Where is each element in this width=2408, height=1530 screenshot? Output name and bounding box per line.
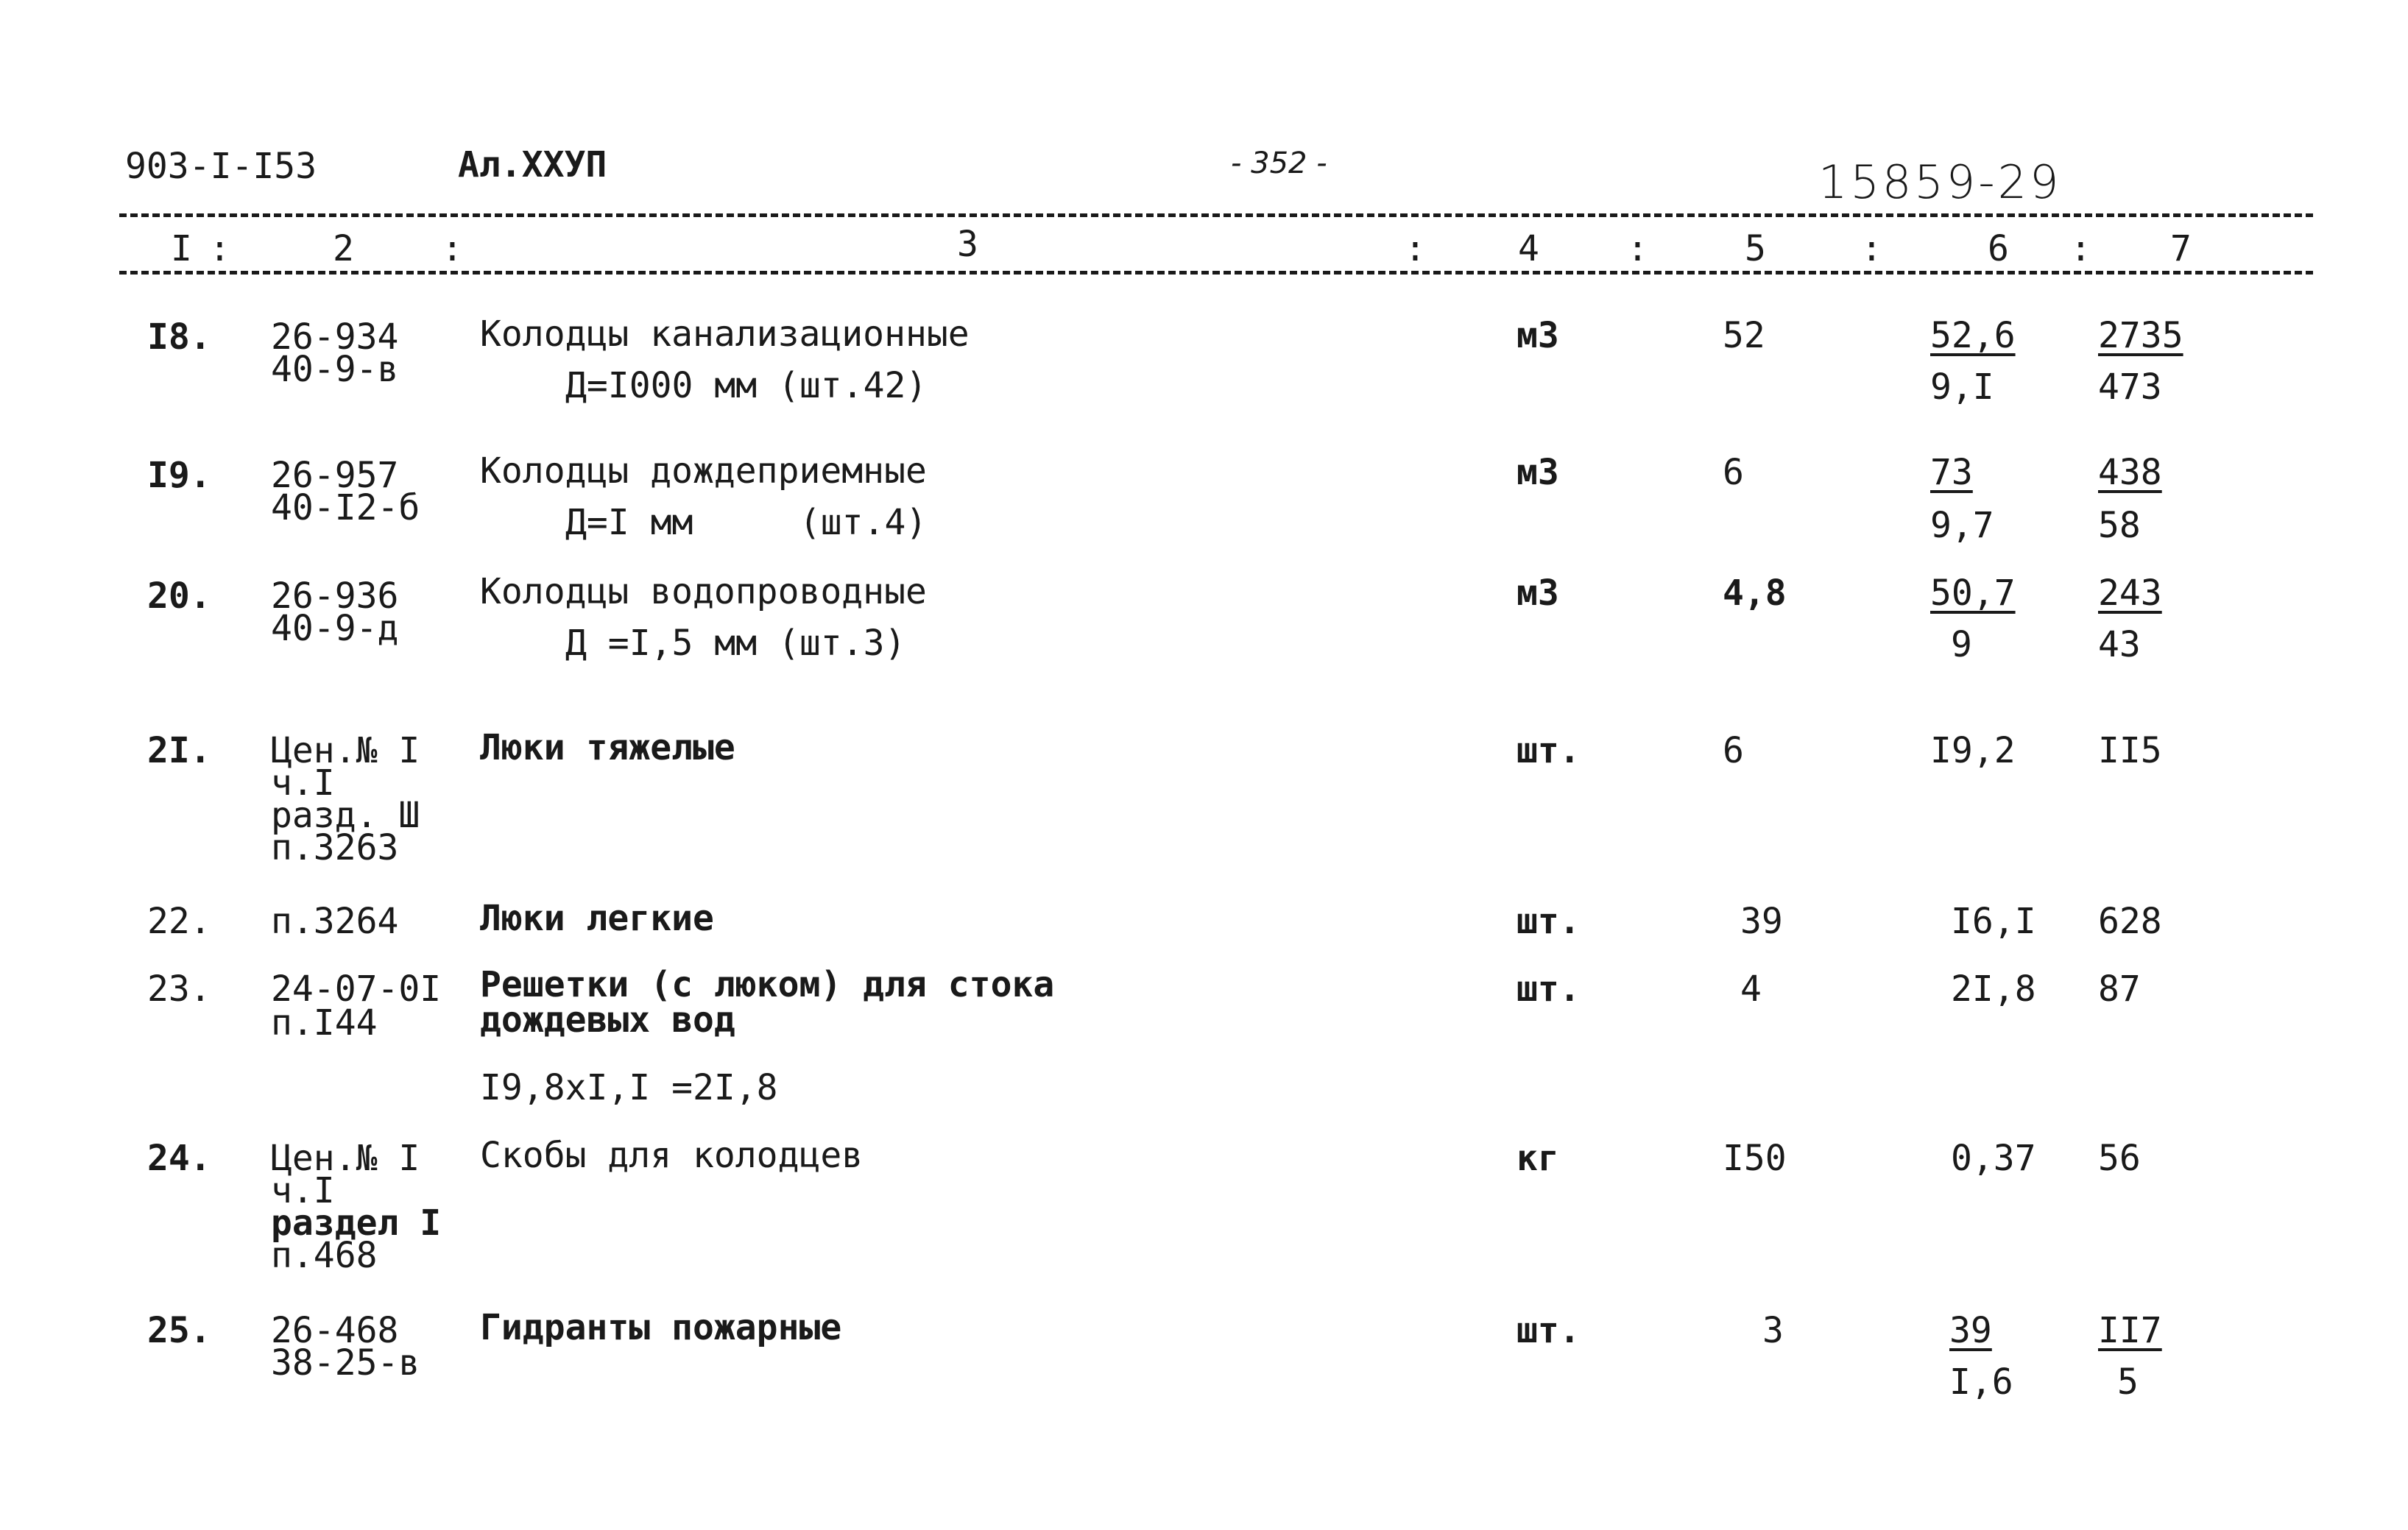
row-price: 50,7 — [1930, 573, 2016, 614]
row-name: дождевых вод — [480, 999, 735, 1041]
inventory-number: 15859-29 — [1818, 155, 2062, 209]
row-price: I,6 — [1949, 1361, 2013, 1403]
row-unit: шт. — [1517, 1310, 1581, 1351]
row-name: Люки легкие — [480, 898, 714, 939]
row-quantity: 39 — [1740, 901, 1783, 942]
row-price: 2I,8 — [1951, 968, 2036, 1010]
column-separator: : — [209, 228, 230, 269]
row-code: 26-934 — [271, 316, 399, 358]
row-unit: м3 — [1517, 573, 1559, 614]
column-header-3: 3 — [957, 224, 978, 265]
row-code: 24-07-0I — [271, 968, 442, 1010]
row-number: 22. — [147, 901, 211, 942]
row-unit: шт. — [1517, 968, 1581, 1010]
album-number: Ал.XXУП — [458, 144, 607, 185]
row-code: ч.I — [271, 1170, 335, 1211]
row-name: Д=I мм (шт.4) — [565, 502, 928, 543]
row-code: Цен.№ I — [271, 1138, 420, 1179]
header-rule-bottom — [119, 271, 2313, 275]
row-code: 26-468 — [271, 1310, 399, 1351]
row-name: Колодцы канализационные — [480, 314, 970, 355]
column-separator: : — [1405, 228, 1426, 269]
row-number: 25. — [147, 1310, 211, 1351]
row-name: Д =I,5 мм (шт.3) — [565, 623, 906, 664]
row-price: 73 — [1930, 452, 1973, 493]
row-name: Решетки (с люком) для стока — [480, 964, 1055, 1005]
row-number: I8. — [147, 316, 211, 358]
row-unit: шт. — [1517, 901, 1581, 942]
column-header-2: 2 — [333, 228, 354, 269]
row-total: 243 — [2098, 573, 2162, 614]
row-price: 9,I — [1930, 366, 1994, 408]
row-code: п.I44 — [271, 1002, 378, 1044]
row-quantity: 6 — [1723, 730, 1744, 771]
row-quantity: 4 — [1740, 968, 1762, 1010]
column-separator: : — [1861, 228, 1882, 269]
row-code: 40-I2-б — [271, 487, 420, 528]
row-total: 5 — [2117, 1361, 2139, 1403]
row-price: 39 — [1949, 1310, 1992, 1351]
row-name: Колодцы дождеприемные — [480, 450, 927, 492]
row-total: II5 — [2098, 730, 2162, 771]
row-price: 52,6 — [1930, 315, 2016, 356]
row-code: ч.I — [271, 762, 335, 804]
row-total: II7 — [2098, 1310, 2162, 1351]
row-total: 58 — [2098, 505, 2141, 546]
row-code: п.468 — [271, 1235, 378, 1276]
column-separator: : — [1627, 228, 1648, 269]
header-rule-top — [119, 213, 2313, 217]
row-unit: шт. — [1517, 730, 1581, 771]
row-price: 0,37 — [1951, 1138, 2036, 1179]
row-total: 43 — [2098, 624, 2141, 665]
row-code: 40-9-д — [271, 608, 399, 649]
row-code: п.3263 — [271, 827, 399, 868]
row-name: Колодцы водопроводные — [480, 571, 927, 612]
row-unit: м3 — [1517, 315, 1559, 356]
row-code: 26-936 — [271, 575, 399, 617]
row-quantity: I50 — [1723, 1138, 1787, 1179]
column-header-7: 7 — [2170, 228, 2192, 269]
column-header-5: 5 — [1745, 228, 1766, 269]
row-name: Скобы для колодцев — [480, 1135, 864, 1176]
row-unit: м3 — [1517, 452, 1559, 493]
row-total: 628 — [2098, 901, 2162, 942]
row-quantity: 4,8 — [1723, 573, 1787, 614]
row-quantity: 3 — [1762, 1310, 1784, 1351]
row-name: Гидранты пожарные — [480, 1307, 842, 1348]
row-total: 87 — [2098, 968, 2141, 1010]
row-number: 24. — [147, 1138, 211, 1179]
row-code: разд. Ш — [271, 795, 420, 836]
row-quantity: 6 — [1723, 452, 1744, 493]
row-number: 23. — [147, 968, 211, 1010]
row-total: 56 — [2098, 1138, 2141, 1179]
row-formula: I9,8xI,I =2I,8 — [480, 1067, 778, 1108]
row-number: 2I. — [147, 730, 211, 771]
row-name: Люки тяжелые — [480, 727, 735, 768]
row-code: раздел I — [271, 1203, 442, 1244]
row-price: I9,2 — [1930, 730, 2016, 771]
row-code: 40-9-в — [271, 349, 399, 390]
row-name: Д=I000 мм (шт.42) — [565, 365, 928, 406]
column-header-6: 6 — [1988, 228, 2009, 269]
column-header-4: 4 — [1518, 228, 1539, 269]
row-code: 26-957 — [271, 455, 399, 496]
row-quantity: 52 — [1723, 315, 1765, 356]
row-code: Цен.№ I — [271, 730, 420, 771]
row-price: I6,I — [1951, 901, 2036, 942]
row-code: 38-25-в — [271, 1342, 420, 1384]
row-total: 2735 — [2098, 315, 2183, 356]
row-price: 9 — [1951, 624, 1972, 665]
row-unit: кг — [1517, 1138, 1559, 1179]
row-total: 473 — [2098, 366, 2162, 408]
page-number: - 352 - — [1231, 146, 1327, 180]
doc-code: 903-I-I53 — [125, 146, 317, 187]
row-total: 438 — [2098, 452, 2162, 493]
row-code: п.3264 — [271, 901, 399, 942]
column-separator: : — [442, 228, 463, 269]
row-price: 9,7 — [1930, 505, 1994, 546]
row-number: I9. — [147, 455, 211, 496]
row-number: 20. — [147, 575, 211, 617]
column-separator: : — [2070, 228, 2091, 269]
column-header-1: I — [171, 228, 192, 269]
